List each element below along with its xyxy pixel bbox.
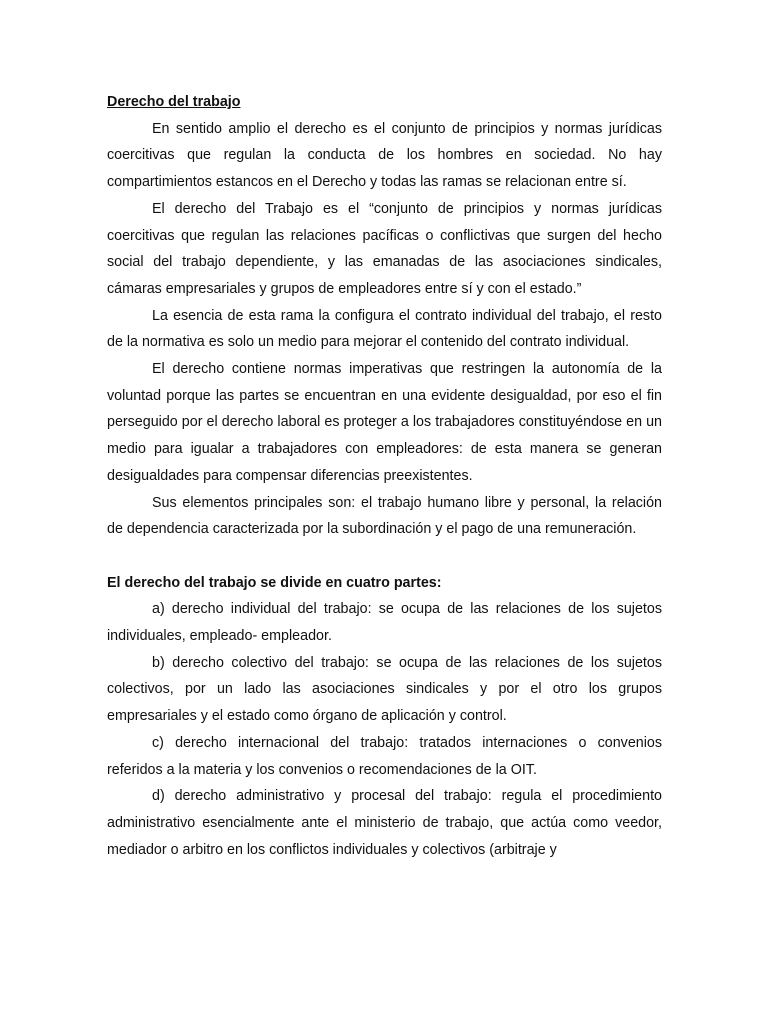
paragraph-1: En sentido amplio el derecho es el conjunto de principios y normas jurídicas coercitivas que regulan la conducta de los hombres en sociedad. No hay compartimientos estancos en el Derecho y todas las ramas se relacionan entre sí.	[107, 120, 662, 191]
paragraph-2: El derecho del Trabajo es el “conjunto de principios y normas jurídicas coercitivas que regulan las relaciones pacíficas o conflictivas que surgen del hecho social del trabajo dependiente, y las emanadas de las asociaciones sindicales, cámaras empresariales y grupos de empleadores entre sí y con el estado.”	[107, 200, 662, 297]
part-b-item: b) derecho colectivo del trabajo: se ocupa de las relaciones de los sujetos colectivos, por un lado las asociaciones sindicales y por el otro los grupos empresariales y el estado como órgano de aplicación y control.	[107, 654, 662, 725]
document-page	[107, 89, 662, 863]
section-heading: El derecho del trabajo se divide en cuatro partes:	[107, 574, 442, 591]
paragraph-4: El derecho contiene normas imperativas que restringen la autonomía de la voluntad porque las partes se encuentran en una evidente desigualdad, por eso el fin perseguido por el derecho laboral es proteger a los trabajadores constituyéndose en un medio para igualar a trabajadores con empleadores: de esta manera se generan desigualdades para compensar diferencias preexistentes.	[107, 361, 662, 484]
paragraph-5: Sus elementos principales son: el trabajo humano libre y personal, la relación de dependencia caracterizada por la subordinación y el pago de una remuneración.	[107, 494, 662, 538]
part-a-item: a) derecho individual del trabajo: se ocupa de las relaciones de los sujetos individuales, empleado- empleador.	[107, 601, 662, 645]
part-d-item: d) derecho administrativo y procesal del trabajo: regula el procedimiento administrativo esencialmente ante el ministerio de trabajo, que actúa como veedor, mediador o arbitro en los conflictos individuales y colectivos (arbitraje y	[107, 788, 662, 858]
part-c-item: c) derecho internacional del trabajo: tratados internaciones o convenios referidos a la materia y los convenios o recomendaciones de la OIT.	[107, 734, 662, 778]
document-title: Derecho del trabajo	[107, 94, 241, 110]
section-spacer	[107, 543, 662, 570]
paragraph-3: La esencia de esta rama la configura el contrato individual del trabajo, el resto de la normativa es solo un medio para mejorar el contenido del contrato individual.	[107, 307, 662, 351]
